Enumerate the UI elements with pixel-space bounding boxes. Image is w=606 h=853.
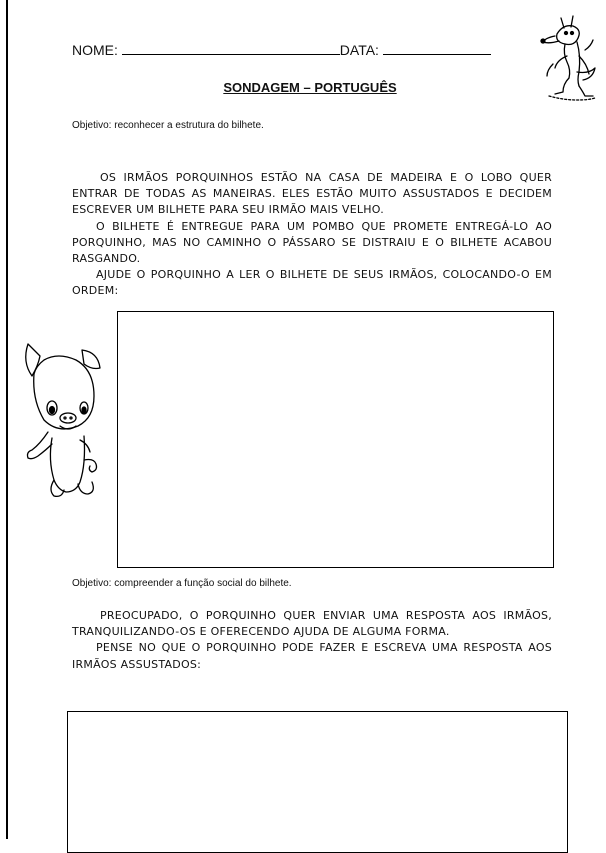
paragraph: PENSE NO QUE O PORQUINHO PODE FAZER E ESCREVA UMA RESPOSTA AOS IRMÃOS ASSUSTADOS: bbox=[72, 641, 552, 671]
paragraph: OS IRMÃOS PORQUINHOS ESTÃO NA CASA DE MADEIRA E O LOBO QUER ENTRAR DE TODAS AS MANEIRAS. ELES ESTÃO MUITO ASSUSTADOS E DECIDEM ESCREVER UM BILHETE PARA SEU IRMÃO MAIS VELHO. bbox=[72, 171, 552, 217]
pig-icon bbox=[18, 340, 104, 500]
name-field[interactable] bbox=[122, 41, 340, 55]
paragraph: PREOCUPADO, O PORQUINHO QUER ENVIAR UMA RESPOSTA AOS IRMÃOS, TRANQUILIZANDO-OS E OFERECENDO AJUDA DE ALGUMA FORMA. bbox=[72, 609, 552, 639]
section1-text bbox=[72, 170, 552, 300]
name-label: NOME: bbox=[72, 42, 118, 58]
paragraph: O BILHETE É ENTREGUE PARA UM POMBO QUE PROMETE ENTREGÁ-LO AO PORQUINHO, MAS NO CAMINHO O PÁSSARO SE DISTRAIU E O BILHETE ACABOU RASGANDO. bbox=[72, 219, 552, 266]
header-line bbox=[72, 41, 491, 58]
objective-1: Objetivo: reconhecer a estrutura do bilhete. bbox=[72, 120, 264, 131]
answer-box-2[interactable] bbox=[67, 711, 568, 853]
objective-2: Objetivo: compreender a função social do bilhete. bbox=[72, 578, 292, 589]
date-field[interactable] bbox=[383, 41, 491, 55]
answer-box-1[interactable] bbox=[117, 311, 554, 568]
paragraph: AJUDE O PORQUINHO A LER O BILHETE DE SEUS IRMÃOS, COLOCANDO-O EM ORDEM: bbox=[72, 268, 552, 298]
left-margin-rule bbox=[6, 0, 8, 839]
page-title: SONDAGEM – PORTUGUÊS bbox=[223, 80, 397, 95]
date-label: DATA: bbox=[339, 42, 379, 58]
wolf-icon bbox=[533, 12, 601, 104]
section2-text bbox=[72, 608, 552, 673]
